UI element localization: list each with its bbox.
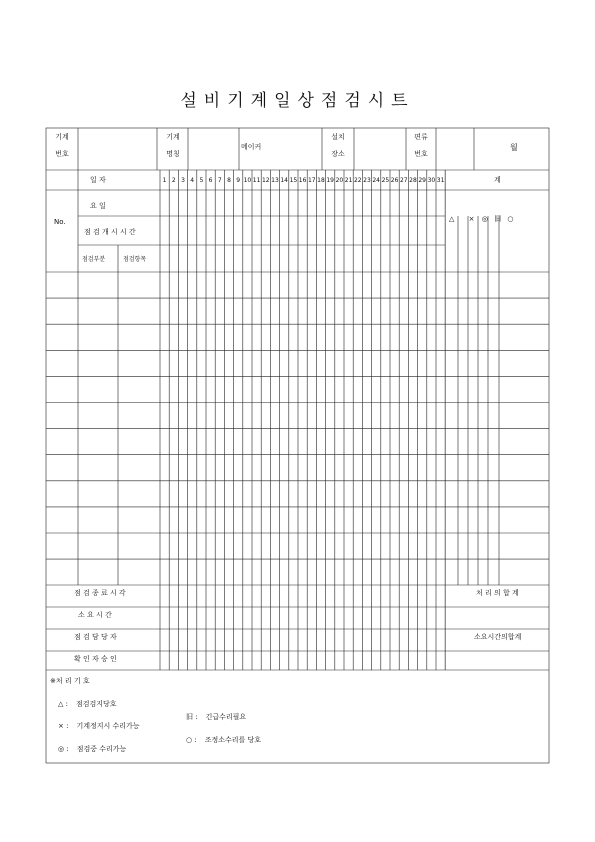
day-number: 1 <box>162 177 167 184</box>
install-place-label: 설치 장소 <box>331 133 345 158</box>
day-number: 4 <box>190 177 195 184</box>
day-label: 일 자 <box>90 176 106 184</box>
required-time-label: 소 요 시 간 <box>78 611 112 619</box>
day-number: 28 <box>409 177 417 184</box>
day-number: 5 <box>199 177 204 184</box>
machine-name-label: 기계 명칭 <box>166 133 180 158</box>
maker-label: 메이커 <box>241 143 262 151</box>
day-number: 19 <box>326 177 334 184</box>
legend-item-4: 旧 : 긴급수리필요 <box>186 713 247 721</box>
item-col1-label: 점검부분 <box>82 256 106 263</box>
day-number: 11 <box>252 177 261 184</box>
day-number: 22 <box>353 177 362 184</box>
legend-item-1: △ : 점검검지당호 <box>58 700 117 708</box>
day-number: 8 <box>227 177 231 184</box>
day-number: 24 <box>372 177 380 184</box>
page-title: 설비기계일상점검시트 <box>180 91 415 111</box>
day-number: 29 <box>418 177 426 184</box>
start-time-label: 점 검 개 시 시 간 <box>84 228 136 236</box>
day-number: 25 <box>381 177 390 184</box>
legend-item-5: ○ : 조정소수리를 당호 <box>186 736 262 744</box>
process-total-label: 처 리 의 합 계 <box>476 589 519 597</box>
machine-no-label: 기계 번호 <box>55 133 69 158</box>
day-number: 17 <box>307 177 316 184</box>
day-number: 2 <box>171 177 176 184</box>
symbol-1: △ <box>449 215 455 223</box>
weekday-label: 요 일 <box>90 202 106 210</box>
day-number: 20 <box>335 177 344 184</box>
day-number: 15 <box>289 177 298 184</box>
item-col2-label: 점검항목 <box>123 256 147 263</box>
form-no-label: 편류 번호 <box>414 133 428 158</box>
legend-item-2: × : 기계정지시 수리가능 <box>58 722 140 730</box>
symbol-5: ○ <box>507 215 514 223</box>
day-number: 16 <box>298 177 307 184</box>
day-number: 21 <box>344 177 353 184</box>
day-number: 10 <box>243 177 252 184</box>
symbol-4: 旧 <box>494 215 502 223</box>
symbol-legend-row <box>449 215 513 224</box>
day-number: 12 <box>261 177 270 184</box>
symbol-2: × <box>468 215 475 223</box>
legend-item-3: ◎ : 점검중 수리가능 <box>58 745 127 753</box>
end-time-label: 점 검 종 료 시 각 <box>74 589 126 597</box>
symbol-3: ◎ <box>481 215 488 223</box>
day-number: 13 <box>271 177 279 184</box>
total-label: 계 <box>494 176 501 184</box>
day-number: 6 <box>208 177 213 184</box>
day-number: 9 <box>236 177 241 184</box>
no-label: No. <box>54 218 66 226</box>
day-number: 26 <box>390 177 399 184</box>
day-number: 14 <box>280 177 288 184</box>
day-number: 30 <box>427 177 436 184</box>
day-number: 31 <box>436 177 445 184</box>
day-number: 23 <box>363 177 371 184</box>
month-label: 월 <box>510 143 518 152</box>
day-number: 27 <box>399 177 408 184</box>
required-time-total-label: 소요시간의합계 <box>474 633 522 641</box>
inspector-label: 점 검 담 당 자 <box>74 633 117 641</box>
legend-heading: ※처 리 기 호 <box>50 677 90 685</box>
day-number: 18 <box>317 177 325 184</box>
day-number: 7 <box>217 177 222 184</box>
day-number: 3 <box>181 177 185 184</box>
approver-label: 확 인 자 승 인 <box>74 655 117 663</box>
